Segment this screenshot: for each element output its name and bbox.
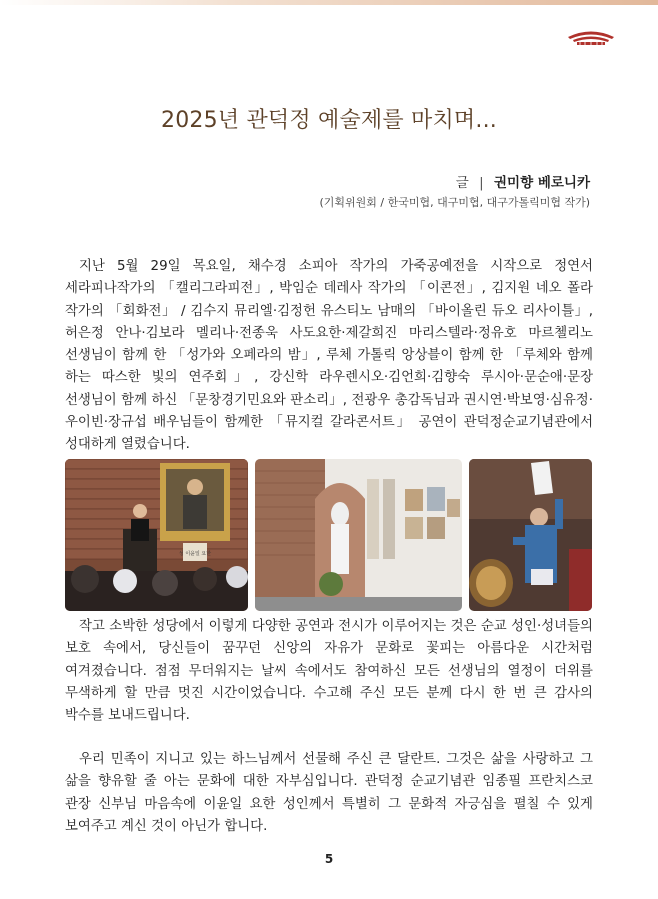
photo-traditional-performer <box>469 459 592 611</box>
author-byline <box>456 171 590 191</box>
author-name: 권미향 베로니카 <box>494 175 590 191</box>
article-paragraph-1: 지난 5월 29일 목요일, 채수경 소피아 작가의 가죽공예전을 시작으로 정연서 세라피나작가의 「캘리그라피전」, 박임순 데레사 작가의 「이콘전」, 김지원 네오 폴라 작가의 「회화전」 / 김수지 뮤리엘·김정헌 유스티노 남매의 「바이올린 듀오 리사이틀」, 허은정 안나·김보라 멜리나·전종욱 사도요한·제갈희진 마리스텔라·정유호 마르첼리노 선생님이 함께 한 「성가와 오페라의 밤」, 루체 가톨릭 앙상블이 함께 한 「루체와 함께 하는 따스한 빛의 연주회」, 강신학 라우렌시오·김언희·김향숙 루시아·문순애·문장 선생님이 함께 하신 「문창경기민요와 판소리」, 전광우 총감독님과 권시연·박보영·심유정·우이빈·장규섭 배우님들이 함께한 「뮤지컬 갈라콘서트」 공연이 관덕정순교기념관에서 성대하게 열렸습니다. <box>65 259 593 453</box>
portrait-caption: 성 이윤일 요한 <box>178 551 212 557</box>
photo-exhibition-hall <box>255 459 462 611</box>
byline-prefix: 글 <box>455 175 469 191</box>
article-title: 2025년 관덕정 예술제를 마치며... <box>161 108 497 133</box>
author-affiliation: (기획위원회 / 한국미협, 대구미협, 대구가톨릭미협 작가) <box>319 196 590 209</box>
article-paragraph-3: 우리 민족이 지니고 있는 하느님께서 선물해 주신 큰 달란트. 그것은 삶을 사랑하고 그 삶을 향유할 줄 아는 문화에 대한 자부심입니다. 관덕정 순교기념관 임종필 프란치스코 관장 신부님 마음속에 이윤일 요한 성인께서 특별히 그 문화적 자긍심을 펼칠 수 있게 보여주고 계신 것이 아닌가 합니다. <box>65 752 593 834</box>
byline-separator: | <box>479 175 484 191</box>
top-accent-bar <box>0 0 658 5</box>
page-number: 5 <box>324 852 334 866</box>
pavilion-roof-logo <box>566 24 616 48</box>
photo-speaker-at-podium <box>65 459 248 611</box>
article-paragraph-2: 작고 소박한 성당에서 이렇게 다양한 공연과 전시가 이루어지는 것은 순교 성인·성녀들의 보호 속에서, 당신들이 꿈꾸던 신앙의 자유가 문화로 꽃피는 아름다운 시간처럼 여겨졌습니다. 점점 무더워지는 날씨 속에서도 참여하신 모든 선생님의 열정이 더위를 무색하게 할 만큼 멋진 시간이었습니다. 수고해 주신 모든 분께 다시 한 번 큰 감사의 박수를 보내드립니다. <box>65 619 593 724</box>
